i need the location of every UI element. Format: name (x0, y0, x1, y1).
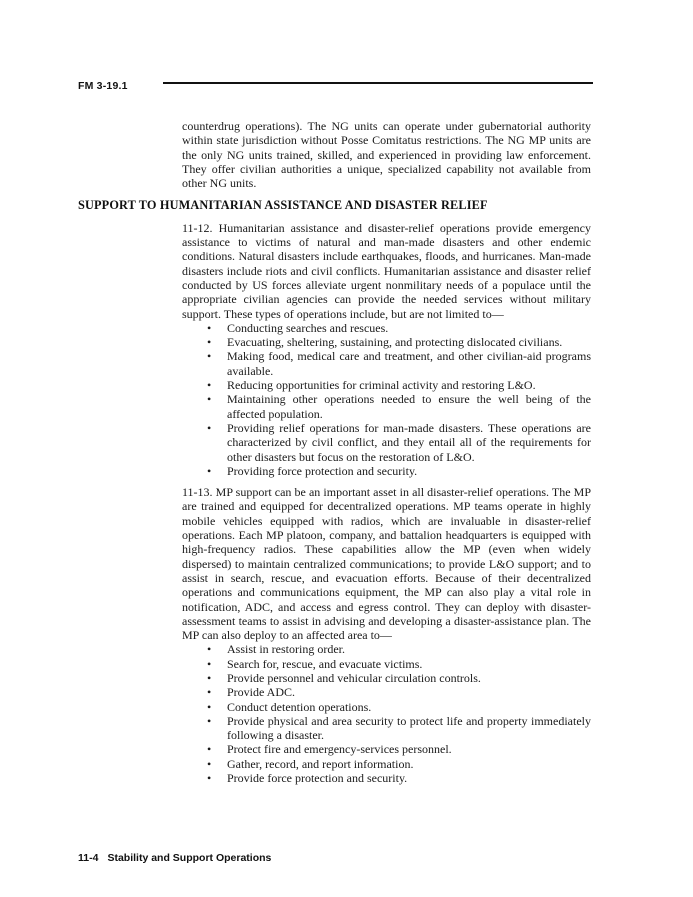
paragraph-11-13: 11-13. MP support can be an important asset in all disaster-relief operations. The MP are trained and equipped for decentralized operations. MP teams operate in highly mobile vehicles equipped with radios, which are invaluable in disaster-relief operations. Each MP platoon, company, and battalion headquarters is equipped with high-frequency radios. These capabilities allow the MP (even when widely dispersed) to maintain centralized communications; to provide L&O support; and to assist in search, rescue, and evacuation efforts. Because of their decentralized operations and communications equipment, the MP can also play a vital role in notification, ADC, and access and egress control. They can deploy with disaster-assessment teams to assist in advising and developing a disaster-assistance plan. The MP can also deploy to an affected area to— (182, 485, 591, 643)
list-item: • Reducing opportunities for criminal activity and restoring L&O. (182, 378, 591, 392)
list-item: • Evacuating, sheltering, sustaining, and protecting dislocated civilians. (182, 335, 591, 349)
list-item: • Assist in restoring order. (182, 642, 591, 656)
bullet-list-11-13 (182, 642, 591, 785)
list-item: • Providing relief operations for man-made disasters. These operations are characterized by civil conflict, and they entail all of the requirements for other disasters but focus on the restoration of L&O. (182, 421, 591, 464)
paragraph-11-12: 11-12. Humanitarian assistance and disaster-relief operations provide emergency assistance to victims of natural and man-made disasters and other endemic conditions. Natural disasters include earthquakes, floods, and hurricanes. Man-made disasters include riots and civil conflicts. Humanitarian assistance and disaster relief conducted by US forces alleviate urgent nonmilitary needs of a populace until the appropriate civilian agencies can provide the needed services without military support. These types of operations include, but are not limited to— (182, 220, 591, 321)
footer-title: Stability and Support Operations (107, 852, 272, 864)
intro-paragraph: counterdrug operations). The NG units can operate under gubernatorial authority within state jurisdiction without Posse Comitatus restrictions. The NG MP units are the only NG units trained, skilled, and experienced in providing law enforcement. They offer civilian authorities a unique, specialized capability not available from other NG units. (182, 119, 591, 191)
list-item: • Provide ADC. (182, 685, 591, 699)
list-item: • Making food, medical care and treatment, and other civilian-aid programs available. (182, 349, 591, 378)
list-item: • Providing force protection and security. (182, 464, 591, 478)
page-number: 11-4 (78, 852, 99, 864)
header-rule-divider (163, 82, 593, 84)
section-heading: SUPPORT TO HUMANITARIAN ASSISTANCE AND DISASTER RELIEF (78, 198, 488, 213)
list-item: • Provide physical and area security to protect life and property immediately following a disaster. (182, 714, 591, 743)
page-footer (78, 852, 271, 864)
page-content (78, 119, 591, 785)
page-header (78, 76, 593, 90)
list-item: • Conduct detention operations. (182, 700, 591, 714)
list-item: • Search for, rescue, and evacuate victims. (182, 657, 591, 671)
list-item: • Gather, record, and report information. (182, 757, 591, 771)
list-item: • Maintaining other operations needed to ensure the well being of the affected population. (182, 392, 591, 421)
list-item: • Provide personnel and vehicular circulation controls. (182, 671, 591, 685)
bullet-list-11-12 (182, 321, 591, 478)
list-item: • Protect fire and emergency-services personnel. (182, 742, 591, 756)
list-item: • Provide force protection and security. (182, 771, 591, 785)
doc-id: FM 3-19.1 (78, 80, 128, 92)
list-item: • Conducting searches and rescues. (182, 321, 591, 335)
